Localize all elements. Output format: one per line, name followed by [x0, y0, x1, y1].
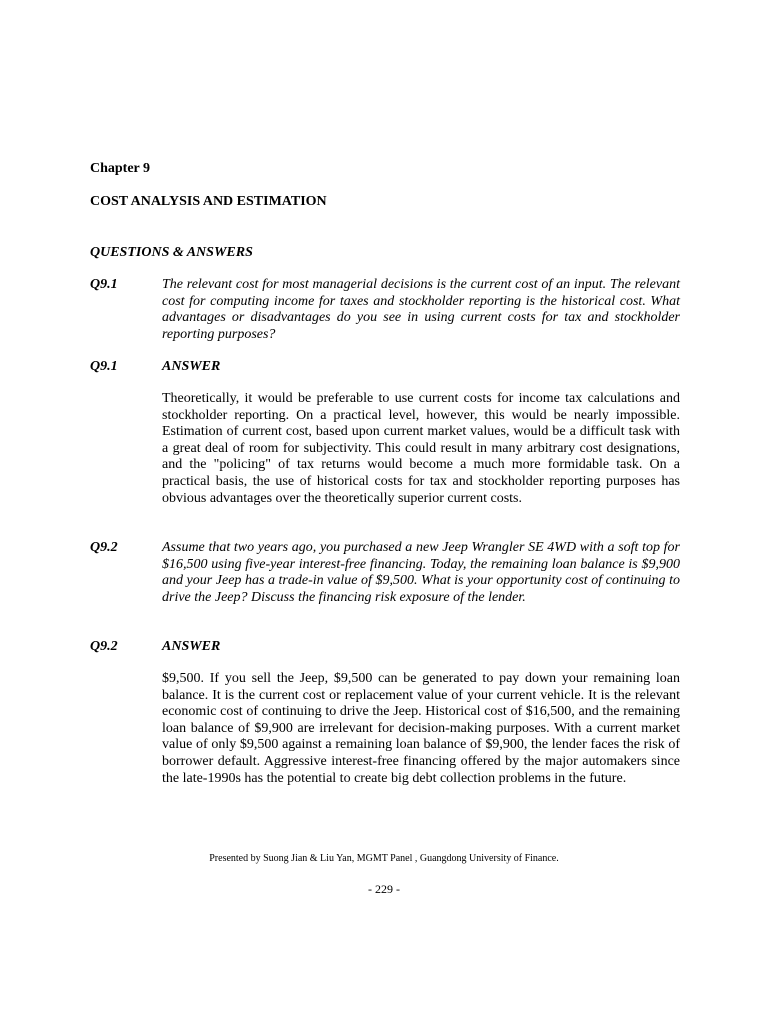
question-text: The relevant cost for most managerial decisions is the current cost of an input. The relevant cost for computing income for taxes and stockholder reporting is the historical cost. What advantages or disadvantages do you see in using current costs for tax and stockholder reporting purposes?: [162, 277, 680, 342]
question-text: Assume that two years ago, you purchased a new Jeep Wrangler SE 4WD with a soft top for $16,500 using five-year interest-free financing. Today, the remaining loan balance is $9,900 and your Jeep has a trade-in value of $9,500. What is your opportunity cost of continuing to drive the Jeep? Discuss the financing risk exposure of the lender.: [162, 540, 680, 605]
chapter-title: COST ANALYSIS AND ESTIMATION: [90, 194, 327, 209]
page-number: - 229 -: [368, 882, 400, 896]
answer-text: $9,500. If you sell the Jeep, $9,500 can be generated to pay down your remaining loan balance. It is the current cost or replacement value of your current vehicle. It is the relevant economic cost of continuing to drive the Jeep. Historical cost of $16,500, and the remaining loan balance of $9,900 are irrelevant for decision-making purposes. With a current market value of only $9,500 against a remaining loan balance of $9,900, the lender faces the risk of borrower default. Aggressive interest-free financing offered by the major automakers since the late-1990s has the potential to create big debt collection problems in the future.: [162, 671, 680, 786]
chapter-label: Chapter 9: [90, 161, 151, 176]
question-label: Q9.2: [90, 540, 118, 555]
answer-label: Q9.1: [90, 359, 118, 374]
answer-heading: ANSWER: [162, 639, 221, 654]
section-title: QUESTIONS & ANSWERS: [90, 245, 253, 260]
answer-label: Q9.2: [90, 639, 118, 654]
question-label: Q9.1: [90, 277, 118, 292]
answer-heading: ANSWER: [162, 359, 221, 374]
answer-text: Theoretically, it would be preferable to use current costs for income tax calculations and stockholder reporting. On a practical level, however, this would be nearly impossible. Estimation of current cost, based upon current market values, would be a difficult task with a great deal of room for subjectivity. This could result in many arbitrary cost designations, and the "policing" of tax returns would become a much more formidable task. On a practical basis, the use of historical costs for tax and stockholder reporting purposes has obvious advantages over the theoretically superior current costs.: [162, 391, 680, 506]
footer-credit: Presented by Suong Jian & Liu Yan, MGMT Panel , Guangdong University of Finance.: [209, 853, 559, 864]
